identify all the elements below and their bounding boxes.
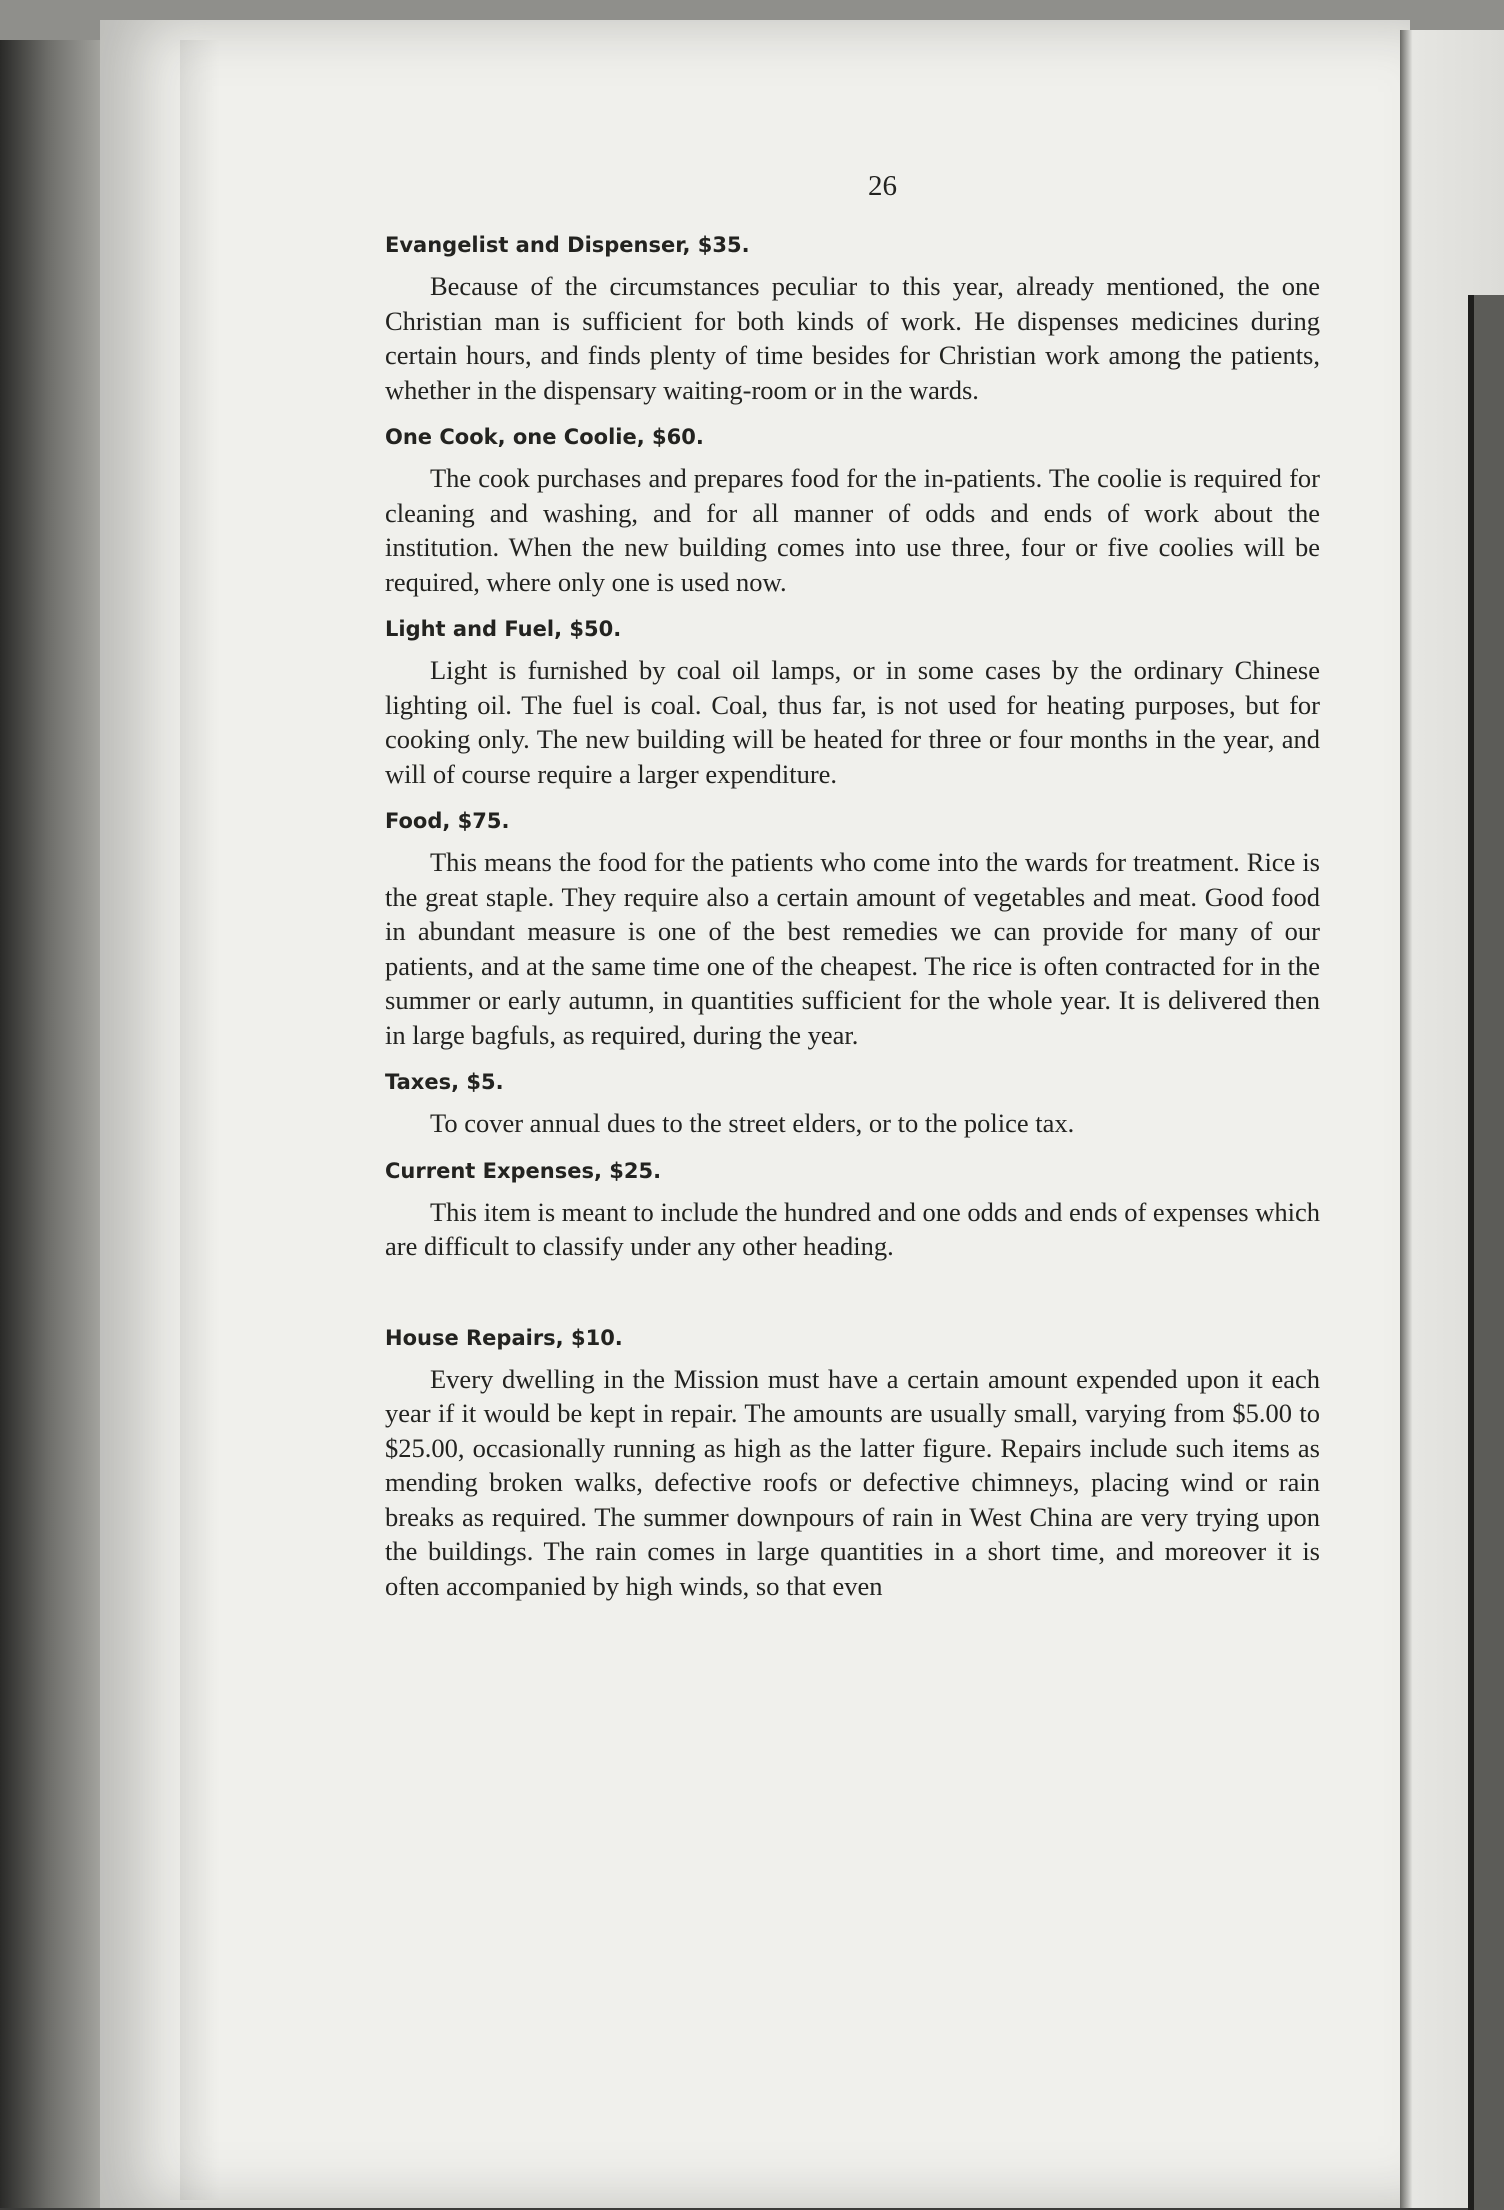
- facing-page-illustration-frame: [1468, 295, 1504, 2210]
- section-heading: Light and Fuel, $50.: [385, 617, 622, 641]
- section-taxes: [385, 1070, 1320, 1141]
- section-light-fuel: [385, 617, 1320, 791]
- section-paragraph: This means the food for the patients who come into the wards for treatment. Rice is the great staple. They require also a certain amount of vegetables and meat. Good food in abundant measure is one of the best remedies we can provide for many of our patients, and at the same time one of the cheapest. The rice is often contracted for in the summer or early autumn, in quantities sufficient for the whole year. It is delivered then in large bagfuls, as required, during the year.: [385, 847, 1320, 1050]
- section-paragraph: Because of the circumstances peculiar to this year, already mentioned, the one Christian man is sufficient for both kinds of work. He dispenses medicines during certain hours, and finds plenty of time besides for Christian work among the patients, whether in the dispensary waiting-room or in the wards.: [385, 271, 1320, 405]
- section-heading: Taxes, $5.: [385, 1070, 504, 1094]
- section-heading: House Repairs, $10.: [385, 1325, 623, 1350]
- section-cook-coolie: [385, 425, 1320, 599]
- page-number: 26: [868, 170, 897, 202]
- section-paragraph: The cook purchases and prepares food for the in-patients. The coolie is required for cleaning and washing, and for all manner of odds and ends of work about the institution. When the new building comes into use three, four or five coolies will be required, where only one is used now.: [385, 463, 1320, 597]
- section-heading: Food, $75.: [385, 809, 510, 833]
- section-evangelist: [385, 233, 1320, 407]
- section-paragraph: Every dwelling in the Mission must have a certain amount expended upon it each year if it would be kept in repair. The amounts are usually small, varying from $5.00 to $25.00, occasionally running as high as the latter figure. Repairs include such items as mending broken walks, defective roofs or defective chimneys, placing wind or rain breaks as required. The summer downpours of rain in West China are very trying upon the buildings. The rain comes in large quantities in a short time, and moreover it is often accompanied by high winds, so that even: [385, 1363, 1320, 1601]
- page-fold-shadow: [180, 40, 220, 2200]
- spacer: [385, 1278, 1320, 1308]
- section-heading: Evangelist and Dispenser, $35.: [385, 233, 750, 257]
- section-current-expenses: [385, 1159, 1320, 1264]
- section-heading: Current Expenses, $25.: [385, 1158, 662, 1183]
- section-food: [385, 809, 1320, 1052]
- section-heading: One Cook, one Coolie, $60.: [385, 425, 704, 449]
- section-paragraph: To cover annual dues to the street elders, or to the police tax.: [430, 1108, 1075, 1138]
- page-content: [385, 170, 1320, 1617]
- section-paragraph: Light is furnished by coal oil lamps, or in some cases by the ordinary Chinese lighting oil. The fuel is coal. Coal, thus far, is not used for heating purposes, but for cooking only. The new building will be heated for three or four months in the year, and will of course require a larger expenditure.: [385, 655, 1320, 789]
- section-house-repairs: [385, 1326, 1320, 1604]
- section-paragraph: This item is meant to include the hundred and one odds and ends of expenses which are difficult to classify under any other heading.: [385, 1196, 1320, 1261]
